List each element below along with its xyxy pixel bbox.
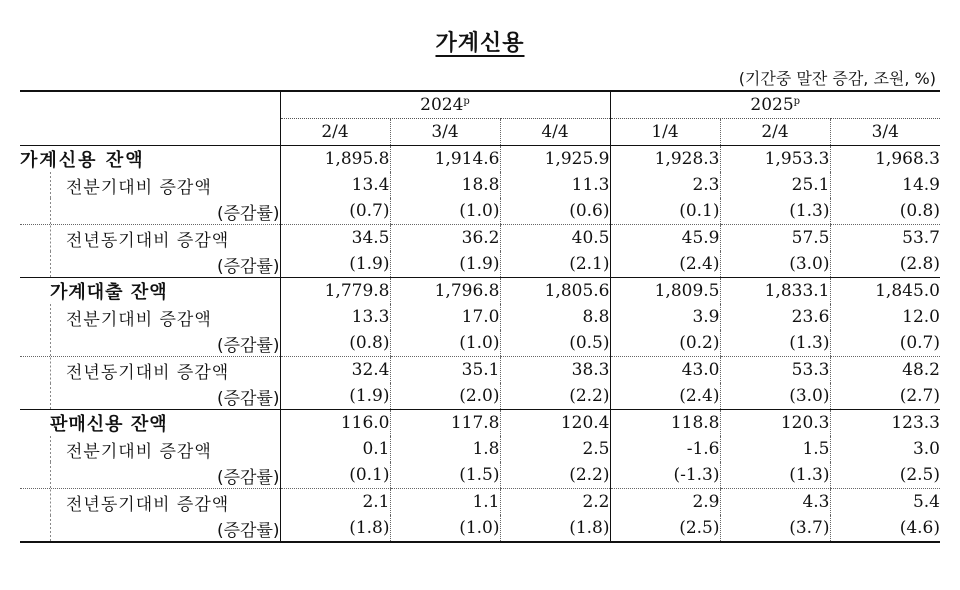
value-cell: (0.7)	[280, 198, 390, 225]
rate-label: (증감률)	[20, 462, 280, 489]
value-cell: (2.2)	[500, 462, 610, 489]
value-cell: 120.3	[720, 410, 830, 437]
row-label: 전년동기대비 증감액	[20, 357, 280, 384]
value-cell: 123.3	[830, 410, 940, 437]
value-cell: 1.1	[390, 489, 500, 516]
quarter-header-row	[20, 119, 940, 146]
value-cell: 57.5	[720, 225, 830, 252]
value-cell: 120.4	[500, 410, 610, 437]
value-cell: 0.1	[280, 436, 390, 462]
value-cell: 1,953.3	[720, 146, 830, 173]
row-label: 전분기대비 증감액	[20, 436, 280, 462]
qoq-change-row	[20, 304, 940, 330]
value-cell: (1.3)	[720, 330, 830, 357]
value-cell: 2.2	[500, 489, 610, 516]
value-cell: (1.9)	[280, 383, 390, 410]
value-cell: 1,895.8	[280, 146, 390, 173]
value-cell: 8.8	[500, 304, 610, 330]
value-cell: 1,809.5	[610, 278, 720, 305]
rate-label: (증감률)	[20, 515, 280, 542]
yoy-rate-row	[20, 383, 940, 410]
value-cell: 13.3	[280, 304, 390, 330]
year-header-2025: 2025$^p$	[610, 91, 940, 119]
yoy-rate-row	[20, 251, 940, 278]
yoy-change-row	[20, 225, 940, 252]
value-cell: (2.2)	[500, 383, 610, 410]
value-cell: (3.0)	[720, 383, 830, 410]
value-cell: 1,914.6	[390, 146, 500, 173]
value-cell: (2.0)	[390, 383, 500, 410]
section-label: 가계대출 잔액	[50, 282, 168, 303]
value-cell: (2.7)	[830, 383, 940, 410]
value-cell: 40.5	[500, 225, 610, 252]
value-cell: (1.0)	[390, 330, 500, 357]
value-cell: 4.3	[720, 489, 830, 516]
value-cell: 1,796.8	[390, 278, 500, 305]
value-cell: 23.6	[720, 304, 830, 330]
value-cell: (1.9)	[390, 251, 500, 278]
value-cell: (0.6)	[500, 198, 610, 225]
value-cell: 2.5	[500, 436, 610, 462]
value-cell: 25.1	[720, 172, 830, 198]
value-cell: 17.0	[390, 304, 500, 330]
value-cell: 12.0	[830, 304, 940, 330]
value-cell: (2.5)	[830, 462, 940, 489]
value-cell: 118.8	[610, 410, 720, 437]
value-cell: (1.3)	[720, 198, 830, 225]
value-cell: 2.1	[280, 489, 390, 516]
value-cell: 14.9	[830, 172, 940, 198]
value-cell: 2.9	[610, 489, 720, 516]
yoy-rate-row	[20, 515, 940, 542]
row-label: 전분기대비 증감액	[20, 304, 280, 330]
value-cell: 53.3	[720, 357, 830, 384]
value-cell: 13.4	[280, 172, 390, 198]
value-cell: (0.1)	[280, 462, 390, 489]
value-cell: (0.1)	[610, 198, 720, 225]
quarter-header: 1/4	[610, 119, 720, 146]
value-cell: 1,833.1	[720, 278, 830, 305]
value-cell: 3.9	[610, 304, 720, 330]
row-label: 전분기대비 증감액	[20, 172, 280, 198]
quarter-header: 2/4	[720, 119, 830, 146]
header-blank	[20, 91, 280, 119]
row-label: 전년동기대비 증감액	[20, 225, 280, 252]
quarter-header: 3/4	[390, 119, 500, 146]
value-cell: 53.7	[830, 225, 940, 252]
rate-label: (증감률)	[20, 251, 280, 278]
value-cell: 48.2	[830, 357, 940, 384]
value-cell: 34.5	[280, 225, 390, 252]
value-cell: (2.4)	[610, 251, 720, 278]
section-label: 가계신용 잔액	[20, 150, 145, 171]
rate-label: (증감률)	[20, 383, 280, 410]
value-cell: (2.8)	[830, 251, 940, 278]
qoq-rate-row	[20, 330, 940, 357]
balance-row	[20, 278, 940, 305]
value-cell: 117.8	[390, 410, 500, 437]
value-cell: (2.5)	[610, 515, 720, 542]
value-cell: 1.8	[390, 436, 500, 462]
value-cell: (1.9)	[280, 251, 390, 278]
yoy-change-row	[20, 489, 940, 516]
qoq-change-row	[20, 436, 940, 462]
value-cell: (1.0)	[390, 198, 500, 225]
value-cell: 1,925.9	[500, 146, 610, 173]
balance-row	[20, 410, 940, 437]
unit-note: (기간중 말잔 증감, 조원, %)	[738, 69, 936, 88]
value-cell: (1.8)	[500, 515, 610, 542]
value-cell: -1.6	[610, 436, 720, 462]
value-cell: 1,845.0	[830, 278, 940, 305]
rate-label: (증감률)	[20, 198, 280, 225]
value-cell: 18.8	[390, 172, 500, 198]
value-cell: (0.8)	[830, 198, 940, 225]
year-header-row	[20, 91, 940, 119]
value-cell: (3.0)	[720, 251, 830, 278]
value-cell: 1,805.6	[500, 278, 610, 305]
value-cell: (0.8)	[280, 330, 390, 357]
value-cell: 1,968.3	[830, 146, 940, 173]
household-credit-table	[20, 90, 940, 543]
value-cell: 1.5	[720, 436, 830, 462]
value-cell: 32.4	[280, 357, 390, 384]
value-cell: (3.7)	[720, 515, 830, 542]
value-cell: 2.3	[610, 172, 720, 198]
value-cell: (0.7)	[830, 330, 940, 357]
value-cell: (1.5)	[390, 462, 500, 489]
value-cell: (-1.3)	[610, 462, 720, 489]
qoq-rate-row	[20, 462, 940, 489]
value-cell: (2.1)	[500, 251, 610, 278]
value-cell: 35.1	[390, 357, 500, 384]
rate-label: (증감률)	[20, 330, 280, 357]
value-cell: (1.3)	[720, 462, 830, 489]
value-cell: 38.3	[500, 357, 610, 384]
balance-row	[20, 146, 940, 173]
value-cell: (0.5)	[500, 330, 610, 357]
value-cell: 43.0	[610, 357, 720, 384]
row-label: 전년동기대비 증감액	[20, 489, 280, 516]
value-cell: 36.2	[390, 225, 500, 252]
section-label: 판매신용 잔액	[50, 414, 168, 435]
value-cell: 1,928.3	[610, 146, 720, 173]
qoq-rate-row	[20, 198, 940, 225]
yoy-change-row	[20, 357, 940, 384]
header-blank	[20, 119, 280, 146]
value-cell: (0.2)	[610, 330, 720, 357]
value-cell: 5.4	[830, 489, 940, 516]
quarter-header: 3/4	[830, 119, 940, 146]
quarter-header: 2/4	[280, 119, 390, 146]
value-cell: 1,779.8	[280, 278, 390, 305]
value-cell: (4.6)	[830, 515, 940, 542]
value-cell: (1.0)	[390, 515, 500, 542]
page-title: 가계신용	[435, 31, 525, 56]
value-cell: 116.0	[280, 410, 390, 437]
value-cell: (2.4)	[610, 383, 720, 410]
value-cell: (1.8)	[280, 515, 390, 542]
quarter-header: 4/4	[500, 119, 610, 146]
value-cell: 11.3	[500, 172, 610, 198]
value-cell: 3.0	[830, 436, 940, 462]
value-cell: 45.9	[610, 225, 720, 252]
qoq-change-row	[20, 172, 940, 198]
year-header-2024: 2024$^p$	[280, 91, 610, 119]
